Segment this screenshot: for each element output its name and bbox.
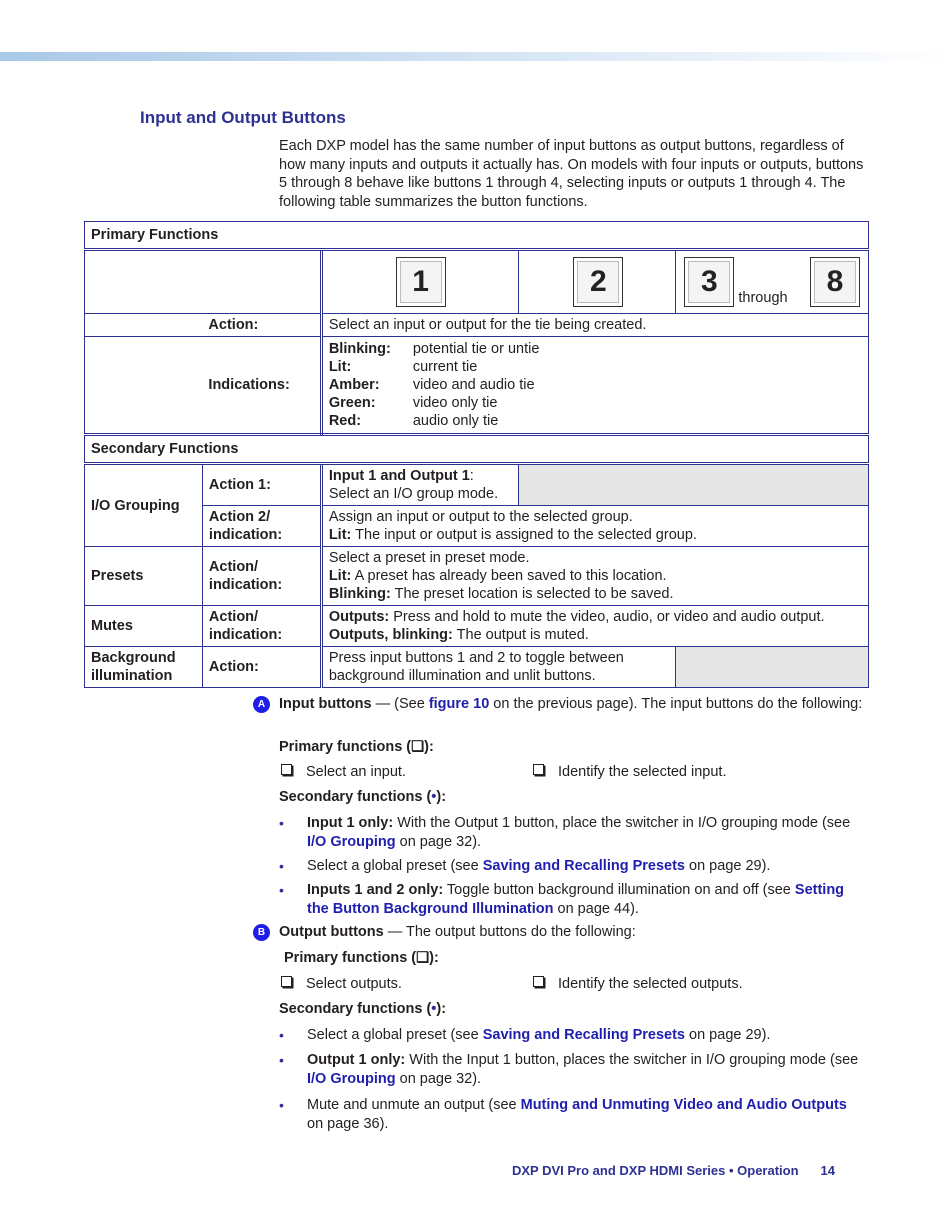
input-primary-item: Identify the selected input. xyxy=(533,763,726,782)
button-key-8: 8 xyxy=(810,257,860,307)
muting-link[interactable]: Muting and Unmuting Video and Audio Outputs xyxy=(520,1097,847,1113)
button-key-2: 2 xyxy=(573,257,623,307)
button-key-1: 1 xyxy=(396,257,446,307)
output-primary-item: Identify the selected outputs. xyxy=(533,975,743,994)
bullet-icon: • xyxy=(279,1052,284,1068)
indications-list xyxy=(321,337,868,435)
empty-cell xyxy=(85,250,322,314)
background-illumination-label: Background illumination xyxy=(85,647,203,688)
button-key-3: 3 xyxy=(684,257,734,307)
section-title: Input and Output Buttons xyxy=(140,108,346,127)
intro-paragraph: Each DXP model has the same number of input buttons as output buttons, regardless of how many inputs and outputs it actually has. On models with four inputs or outputs, buttons 5 through 8 behave like buttons 1 through 4, selecting inputs or outputs 1 through 4. The following table summarizes the button functions. xyxy=(279,138,864,210)
input-primary-label: Primary functions (❏): xyxy=(279,739,434,755)
mutes-text: Outputs: Press and hold to mute the video, audio, or video and audio output. Outputs, blinking: The output is muted. xyxy=(321,606,868,647)
bg-action-text: Press input buttons 1 and 2 to toggle between background illumination and unlit buttons. xyxy=(321,647,676,688)
footer-title: DXP DVI Pro and DXP HDMI Series • Operation xyxy=(512,1163,799,1178)
callout-a-badge: A xyxy=(253,696,270,713)
input-secondary-label: Secondary functions (•): xyxy=(279,789,447,805)
callout-b-badge: B xyxy=(253,924,270,941)
list-item: • Inputs 1 and 2 only: Toggle button background illumination on and off (see Setting the Button Background Illumination on page 44). xyxy=(279,882,845,917)
presets-text: Select a preset in preset mode. Lit: A preset has already been saved to this location. Blinking: The preset location is selected to be saved. xyxy=(321,547,868,606)
bullet-icon: • xyxy=(279,858,284,874)
button-functions-table xyxy=(84,221,869,688)
bg-action-label: Action: xyxy=(202,647,321,688)
list-item: • Output 1 only: With the Input 1 button, places the switcher in I/O grouping mode (see I/O Grouping on page 32). xyxy=(279,1052,859,1087)
key-cell-2 xyxy=(518,250,676,314)
checkbox-icon xyxy=(533,976,544,987)
shaded-cell xyxy=(518,464,868,506)
list-item: • Select a global preset (see Saving and Recalling Presets on page 29). xyxy=(279,858,771,874)
action1-label: Action 1: xyxy=(202,464,321,506)
input-primary-item: Select an input. xyxy=(281,763,406,782)
saving-presets-link[interactable]: Saving and Recalling Presets xyxy=(482,1027,685,1043)
bullet-icon: • xyxy=(279,1027,284,1043)
io-grouping-link[interactable]: I/O Grouping xyxy=(307,834,396,850)
output-secondary-label: Secondary functions (•): xyxy=(279,1001,447,1017)
empty-cell xyxy=(85,314,203,337)
checkbox-icon xyxy=(533,764,544,775)
background-illumination-link[interactable]: Setting the Button Background Illumination xyxy=(307,882,845,917)
bullet-icon: • xyxy=(279,882,284,898)
page-footer xyxy=(512,1163,835,1178)
action2-label: Action 2/ indication: xyxy=(202,506,321,547)
action2-text: Assign an input or output to the selected group. Lit: The input or output is assigned to the selected group. xyxy=(321,506,868,547)
io-grouping-label: I/O Grouping xyxy=(85,464,203,547)
input-buttons-paragraph: Input buttons — (See figure 10 on the previous page). The input buttons do the following: xyxy=(279,696,863,712)
list-item: • Mute and unmute an output (see Muting and Unmuting Video and Audio Outputs on page 36). xyxy=(279,1097,847,1132)
page-number: 14 xyxy=(820,1163,836,1178)
checkbox-icon xyxy=(281,976,292,987)
output-primary-label: Primary functions (❏): xyxy=(284,950,439,966)
key-cell-3-8 xyxy=(676,250,869,314)
action1-text: Input 1 and Output 1: Select an I/O group mode. xyxy=(321,464,518,506)
secondary-functions-header: Secondary Functions xyxy=(85,435,869,464)
bullet-icon: • xyxy=(279,815,284,831)
indications-label: Indications: xyxy=(202,337,321,435)
indication-row: Red: audio only tie xyxy=(328,413,499,429)
list-item: • Input 1 only: With the Output 1 button, place the switcher in I/O grouping mode (see I/O Grouping on page 32). xyxy=(279,815,851,850)
bullet-icon: • xyxy=(279,1097,284,1113)
through-label: through xyxy=(738,290,788,306)
indication-row: Green: video only tie xyxy=(328,395,498,411)
output-buttons-paragraph: Output buttons — The output buttons do the following: xyxy=(279,924,636,940)
presets-action-label: Action/ indication: xyxy=(202,547,321,606)
indication-row: Blinking: potential tie or untie xyxy=(328,341,540,357)
action-label: Action: xyxy=(202,314,321,337)
primary-functions-header: Primary Functions xyxy=(85,222,869,250)
header-bar xyxy=(0,52,950,61)
bullet-icon: • xyxy=(431,1001,437,1017)
indication-row: Amber: video and audio tie xyxy=(328,377,535,393)
saving-presets-link[interactable]: Saving and Recalling Presets xyxy=(482,858,685,874)
empty-cell xyxy=(85,337,203,435)
figure-10-link[interactable]: figure 10 xyxy=(428,696,490,712)
io-grouping-link[interactable]: I/O Grouping xyxy=(307,1071,396,1087)
shaded-cell xyxy=(676,647,869,688)
bullet-icon: • xyxy=(431,789,437,805)
presets-label: Presets xyxy=(85,547,203,606)
indication-row: Lit: current tie xyxy=(328,359,478,375)
output-primary-item: Select outputs. xyxy=(281,975,402,994)
list-item: • Select a global preset (see Saving and Recalling Presets on page 29). xyxy=(279,1027,771,1043)
action-text: Select an input or output for the tie being created. xyxy=(321,314,868,337)
key-cell-1 xyxy=(321,250,518,314)
mutes-label: Mutes xyxy=(85,606,203,647)
checkbox-icon xyxy=(281,764,292,775)
mutes-action-label: Action/ indication: xyxy=(202,606,321,647)
